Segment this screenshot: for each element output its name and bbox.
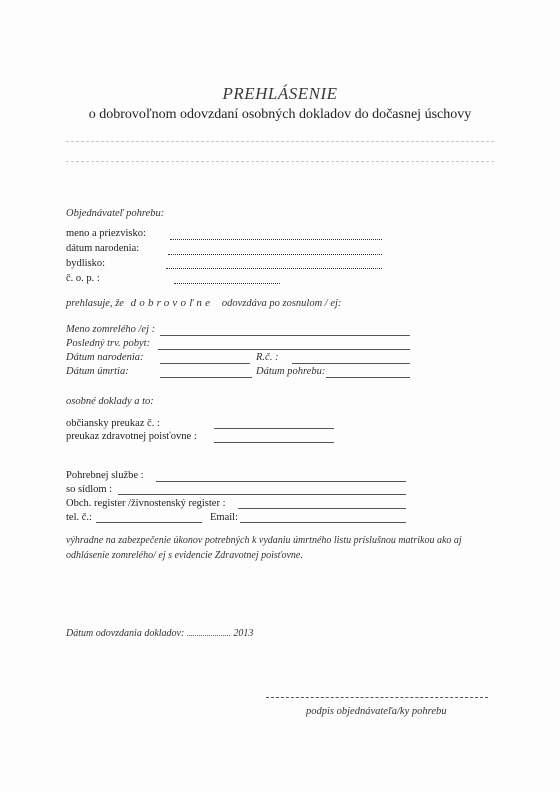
deceased-funeral-field[interactable] xyxy=(326,377,410,378)
handover-date xyxy=(66,628,253,639)
document-title: PREHLÁSENIE xyxy=(222,84,338,103)
service-email-field[interactable] xyxy=(240,522,406,523)
service-register-label: Obch. register /živnostenský register : xyxy=(66,498,226,509)
service-email-label: Email: xyxy=(210,512,238,523)
deceased-death-field[interactable] xyxy=(160,377,252,378)
service-name-field[interactable] xyxy=(156,481,406,482)
purpose-line-1: výhradne na zabezpečenie úkonov potrebných k vydaniu úmrtného listu príslušnou matrikou ako aj xyxy=(66,535,462,546)
deceased-residence-field[interactable] xyxy=(158,349,410,350)
orderer-heading: Objednávateľ pohrebu: xyxy=(66,208,165,219)
orderer-name-label: meno a priezvisko: xyxy=(66,228,146,239)
orderer-idnum-field[interactable] xyxy=(174,283,280,284)
blank-line-2 xyxy=(66,161,494,162)
service-seat-label: so sídlom : xyxy=(66,484,113,495)
declaration-prefix: prehlasuje, že xyxy=(66,298,124,309)
deceased-birth-label: Dátum narodenia: xyxy=(66,352,144,363)
deceased-death-label: Dátum úmrtia: xyxy=(66,366,129,377)
service-tel-field[interactable] xyxy=(96,522,202,523)
document-subtitle: o dobrovoľnom odovzdaní osobných dokladov do dočasnej úschovy xyxy=(88,107,472,122)
insurance-card-field[interactable] xyxy=(214,442,334,443)
orderer-idnum-label: č. o. p. : xyxy=(66,273,100,284)
signature-caption: podpis objednávateľa/ky pohrebu xyxy=(306,706,447,717)
declaration-voluntary: dobrovoľne xyxy=(130,297,214,309)
deceased-funeral-label: Dátum pohrebu: xyxy=(256,366,326,377)
deceased-name-label: Meno zomrelého /ej : xyxy=(66,324,156,335)
declaration-suffix: odovzdáva po zosnulom / ej: xyxy=(221,298,342,309)
orderer-birth-label: dátum narodenia: xyxy=(66,243,140,254)
id-card-label: občiansky preukaz č. : xyxy=(66,418,160,429)
deceased-rc-label: R.č. : xyxy=(256,352,279,363)
documents-heading: osobné doklady a to: xyxy=(66,396,154,407)
declaration-line xyxy=(66,297,341,309)
service-register-field[interactable] xyxy=(238,508,406,509)
insurance-card-label: preukaz zdravotnej poisťovne : xyxy=(66,431,197,442)
orderer-birth-field[interactable] xyxy=(168,254,382,255)
id-card-field[interactable] xyxy=(214,428,334,429)
blank-line-1 xyxy=(66,141,494,142)
service-tel-label: tel. č.: xyxy=(66,512,92,523)
deceased-birth-field[interactable] xyxy=(160,363,250,364)
orderer-address-label: bydlisko: xyxy=(66,258,106,269)
deceased-name-field[interactable] xyxy=(160,335,410,336)
deceased-rc-field[interactable] xyxy=(292,363,410,364)
handover-year: 2013 xyxy=(233,628,254,639)
signature-line[interactable] xyxy=(266,697,488,698)
handover-date-label: Dátum odovzdania dokladov: xyxy=(66,628,185,639)
handover-date-field[interactable]: ...................... xyxy=(186,629,231,638)
service-name-label: Pohrebnej službe : xyxy=(66,470,144,481)
orderer-address-field[interactable] xyxy=(166,268,382,269)
purpose-line-2: odhlásenie zomrelého/ ej s evidencie Zdravotnej poisťovne. xyxy=(66,550,303,561)
deceased-residence-label: Posledný trv. pobyt: xyxy=(66,338,151,349)
orderer-name-field[interactable] xyxy=(170,239,382,240)
service-seat-field[interactable] xyxy=(118,494,406,495)
